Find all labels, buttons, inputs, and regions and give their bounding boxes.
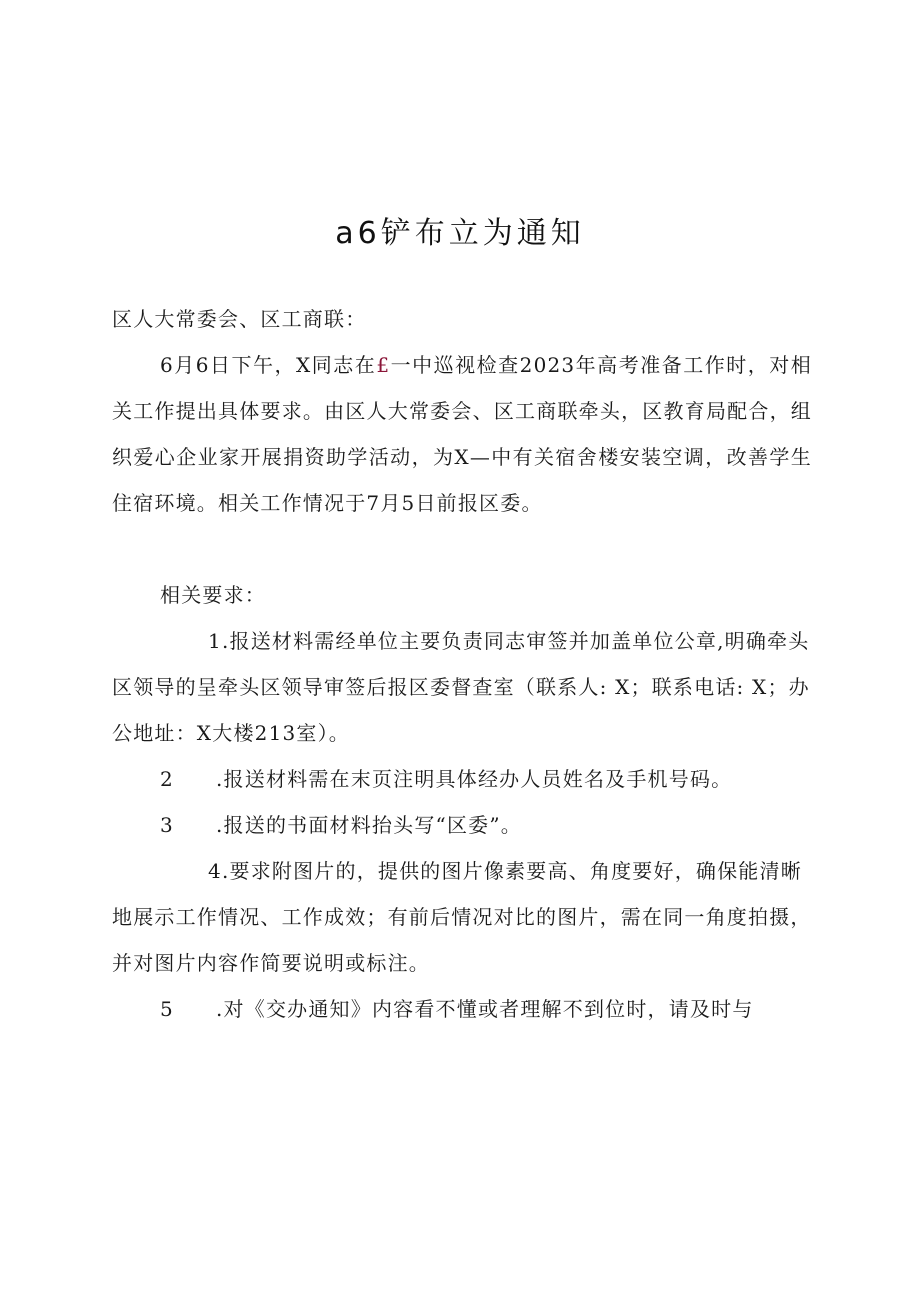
requirement-item-2: [112, 756, 812, 802]
greeting-line: 区人大常委会、区工商联：: [112, 307, 367, 331]
requirement-number: 3: [160, 813, 174, 837]
requirement-number: 1: [208, 629, 222, 653]
requirement-item-3: [112, 802, 812, 848]
requirement-number: 2: [160, 767, 174, 791]
section-spacer: [112, 526, 812, 572]
paragraph-main-part-a: 6月6日下午，X同志在: [160, 353, 377, 377]
requirement-text: .对《交办通知》内容看不懂或者理解不到位时，请及时与: [216, 997, 754, 1021]
paragraph-main: [112, 342, 812, 526]
document-body: [112, 296, 812, 1032]
requirement-item-1: [112, 618, 812, 756]
requirement-number: 4: [208, 859, 222, 883]
requirement-item-5: [112, 986, 812, 1032]
requirements-heading: 相关要求：: [160, 583, 266, 607]
requirement-text: .报送材料需经单位主要负责同志审签并加盖单位公章,明确牵头区领导的呈牵头区领导审签后报区委督查室（联系人: X；联系电话: X；办公地址：X大楼213室）。: [112, 629, 810, 745]
requirement-text: .报送的书面材料抬头写“区委”。: [216, 813, 523, 837]
document-title: a6铲布立为通知: [335, 216, 585, 251]
paragraph-main-highlight: £: [376, 353, 391, 377]
requirement-number: 5: [160, 997, 174, 1021]
requirement-item-4: [112, 848, 812, 986]
requirement-text: .报送材料需在末页注明具体经办人员姓名及手机号码。: [216, 767, 733, 791]
paragraph-main-part-b: 一中巡视检查2023年高考准备工作时，对相关工作提出具体要求。由区人大常委会、区工商联牵头，区教育局配合，组织爱心企业家开展捐资助学活动，为X—中有关宿舍楼安装空调，改善学生住宿环境。相关工作情况于7月5日前报区委。: [112, 353, 812, 515]
requirement-text: .要求附图片的，提供的图片像素要高、角度要好，确保能清晰地展示工作情况、工作成效；有前后情况对比的图片，需在同一角度拍摄，并对图片内容作简要说明或标注。: [112, 859, 812, 975]
